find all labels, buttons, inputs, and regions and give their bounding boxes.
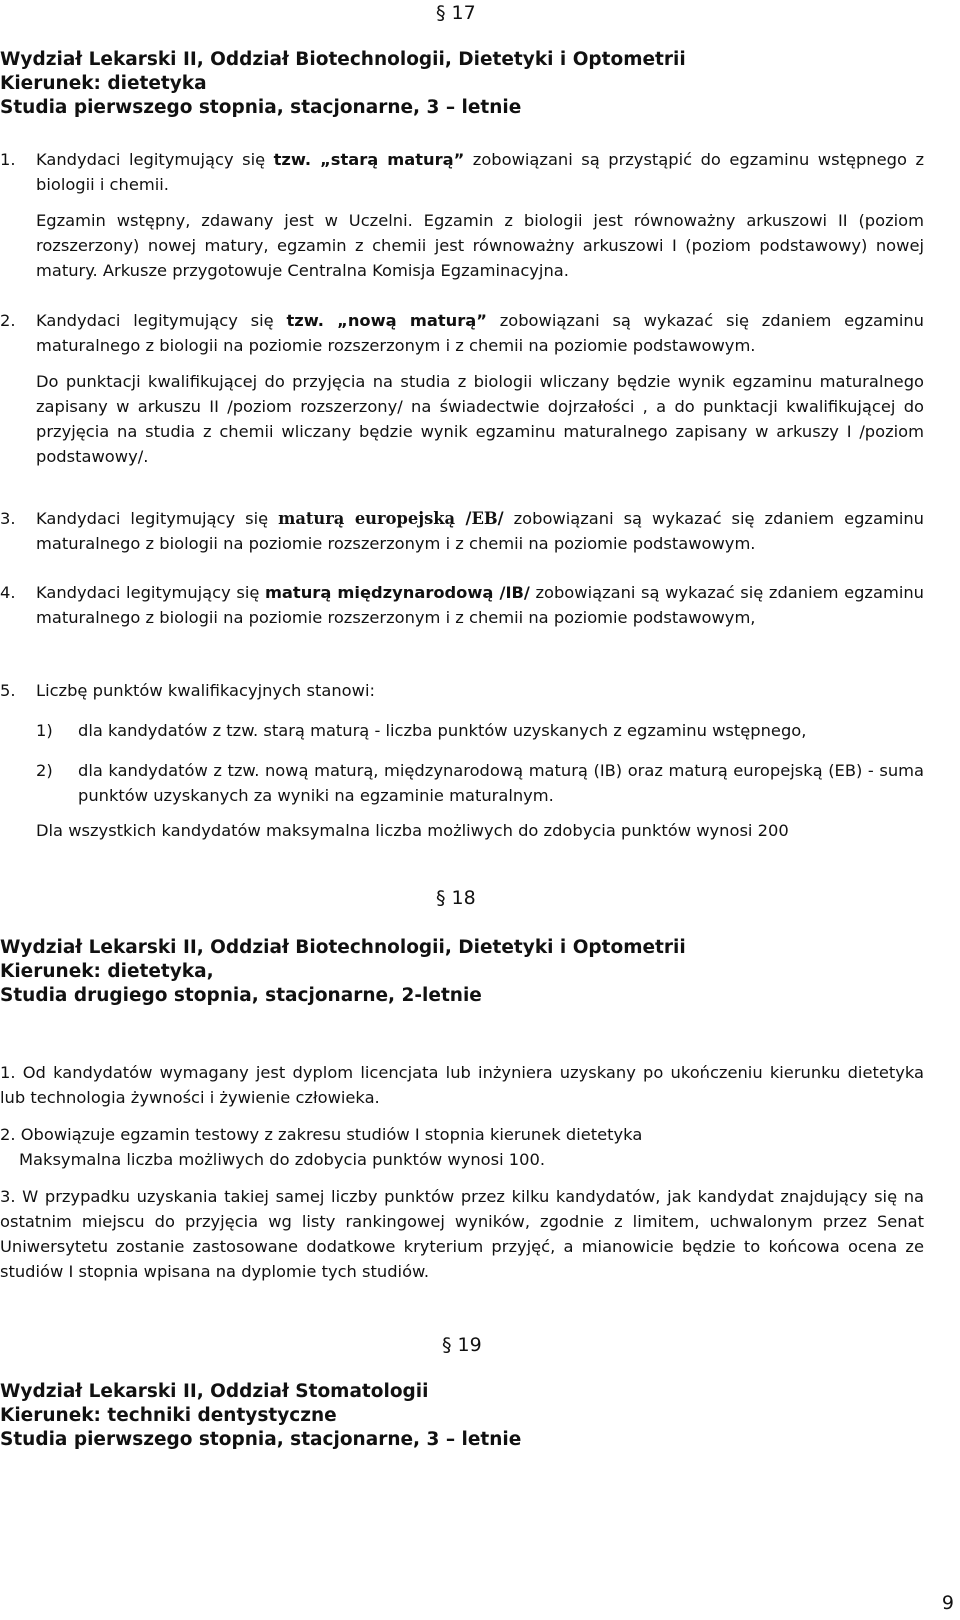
field-of-study: Kierunek: dietetyka <box>0 73 207 94</box>
item-number: 3. <box>0 509 16 528</box>
item-number: 5. <box>0 681 16 700</box>
section-number-19: § 19 <box>442 1334 482 1356</box>
max-points-note: Dla wszystkich kandydatów maksymalna liczba możliwych do zdobycia punktów wynosi 200 <box>36 821 789 840</box>
item-2-text: Kandydaci legitymujący się tzw. „nową maturą” zobowiązani są wykazać się zdaniem egzaminu maturalnego z biologii na poziomie rozszerzonym i z chemii na poziomie podstawowym. <box>36 311 924 355</box>
study-level: Studia pierwszego stopnia, stacjonarne, 3 – letnie <box>0 97 522 118</box>
item-number: 1. <box>0 150 16 169</box>
section-19-header <box>0 1380 521 1452</box>
item-number: 2. <box>0 311 16 330</box>
section-number-18: § 18 <box>436 887 476 909</box>
subitem-1-text: dla kandydatów z tzw. starą maturą - liczba punktów uzyskanych z egzaminu wstępnego, <box>78 721 807 740</box>
item-1-text: Kandydaci legitymujący się tzw. „starą maturą” zobowiązani są przystąpić do egzaminu wstępnego z biologii i chemii. <box>36 150 924 194</box>
item-1-paragraph-2: Egzamin wstępny, zdawany jest w Uczelni. Egzamin z biologii jest równoważny arkuszowi II (poziom rozszerzony) nowej matury, egzamin z chemii jest równoważny arkuszowi I (poziom podstawowy) nowej matury. Arkusze przygotowuje Centralna Komisja Egzaminacyjna. <box>36 211 924 280</box>
page-number: 9 <box>941 1592 954 1614</box>
study-level: Studia drugiego stopnia, stacjonarne, 2-letnie <box>0 985 482 1006</box>
item-2-line-1: 2. Obowiązuje egzamin testowy z zakresu studiów I stopnia kierunek dietetyka <box>0 1125 643 1144</box>
faculty-name: Wydział Lekarski II, Oddział Biotechnologii, Dietetyki i Optometrii <box>0 49 686 70</box>
subitem-number: 1) <box>36 721 53 740</box>
section-18-header <box>0 936 686 1008</box>
subitem-number: 2) <box>36 761 53 780</box>
subitem-2-text: dla kandydatów z tzw. nową maturą, międzynarodową maturą (IB) oraz maturą europejską (EB) - suma punktów uzyskanych za wyniki na egzaminie maturalnym. <box>78 761 924 805</box>
field-of-study: Kierunek: dietetyka, <box>0 961 214 982</box>
item-2-line-2: Maksymalna liczba możliwych do zdobycia punktów wynosi 100. <box>19 1150 546 1169</box>
item-3-text: Kandydaci legitymujący się maturą europejską /EB/ zobowiązani są wykazać się zdaniem egzaminu maturalnego z biologii na poziomie rozszerzonym i z chemii na poziomie podstawowym. <box>36 509 924 553</box>
section-17-header <box>0 48 686 120</box>
item-4-text: Kandydaci legitymujący się maturą międzynarodową /IB/ zobowiązani są wykazać się zdaniem egzaminu maturalnego z biologii na poziomie rozszerzonym i z chemii na poziomie podstawowym, <box>36 583 924 627</box>
faculty-name: Wydział Lekarski II, Oddział Stomatologii <box>0 1381 429 1402</box>
item-number: 4. <box>0 583 16 602</box>
faculty-name: Wydział Lekarski II, Oddział Biotechnologii, Dietetyki i Optometrii <box>0 937 686 958</box>
item-1-text: 1. Od kandydatów wymagany jest dyplom licencjata lub inżyniera uzyskany po ukończeniu kierunku dietetyka lub technologia żywności i żywienie człowieka. <box>0 1063 924 1107</box>
section-number-17: § 17 <box>436 2 476 24</box>
item-2-paragraph-2: Do punktacji kwalifikującej do przyjęcia na studia z biologii wliczany będzie wynik egzaminu maturalnego zapisany w arkuszu II /poziom rozszerzony/ na świadectwie dojrzałości , a do punktacji kwalifikującej do przyjęcia na studia z chemii wliczany będzie wynik egzaminu maturalnego zapisany w arkuszy I /poziom podstawowy/. <box>36 372 924 466</box>
item-3-text: 3. W przypadku uzyskania takiej samej liczby punktów przez kilku kandydatów, jak kandydat znajdujący się na ostatnim miejscu do przyjęcia wg listy rankingowej wyników, zgodnie z limitem, uchwalonym przez Senat Uniwersytetu zostanie zastosowane dodatkowe kryterium przyjęć, a mianowicie będzie to końcowa ocena ze studiów I stopnia wpisana na dyplomie tych studiów. <box>0 1187 924 1281</box>
field-of-study: Kierunek: techniki dentystyczne <box>0 1405 337 1426</box>
item-5-text: Liczbę punktów kwalifikacyjnych stanowi: <box>36 681 375 700</box>
study-level: Studia pierwszego stopnia, stacjonarne, 3 – letnie <box>0 1429 522 1450</box>
